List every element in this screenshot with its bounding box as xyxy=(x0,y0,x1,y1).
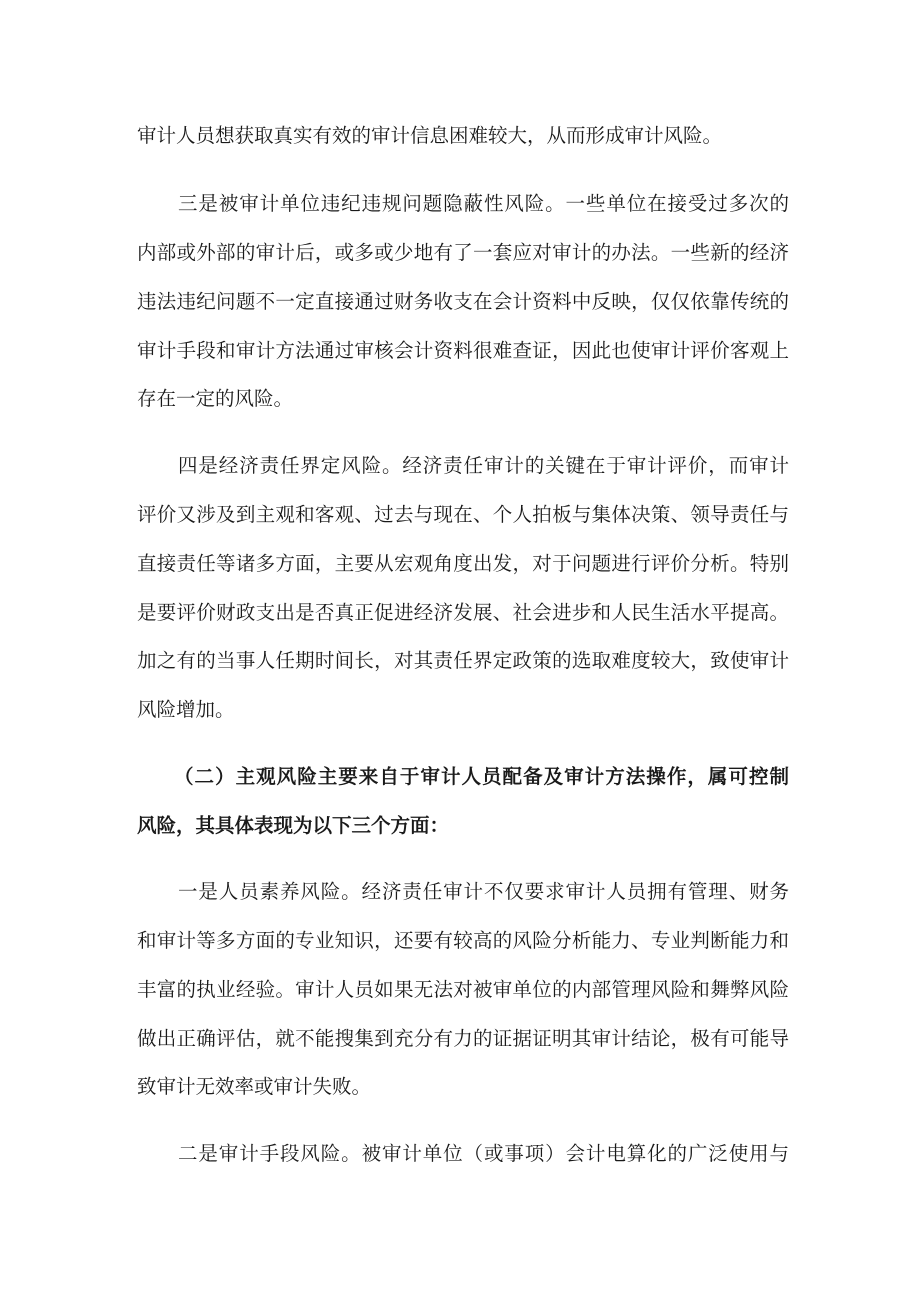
section-heading-line: （二）主观风险主要来自于审计人员配备及审计方法操作，属可控制 xyxy=(174,765,789,788)
paragraph-line: 二是审计手段风险。被审计单位（或事项）会计电算化的广泛使用与 xyxy=(178,1142,789,1165)
paragraph-line: 内部或外部的审计后，或多或少地有了一套应对审计的办法。一些新的经济 xyxy=(137,241,789,264)
paragraph-line: 是要评价财政支出是否真正促进经济发展、社会进步和人民生活水平提高。 xyxy=(137,601,789,624)
paragraph-line: 和审计等多方面的专业知识，还要有较高的风险分析能力、专业判断能力和 xyxy=(137,929,789,952)
paragraph-line: 审计人员想获取真实有效的审计信息困难较大，从而形成审计风险。 xyxy=(137,124,723,147)
paragraph-line: 违法违纪问题不一定直接通过财务收支在会计资料中反映，仅仅依靠传统的 xyxy=(137,290,789,313)
paragraph-line: 丰富的执业经验。审计人员如果无法对被审单位的内部管理风险和舞弊风险 xyxy=(137,978,789,1001)
paragraph-line: 做出正确评估，就不能搜集到充分有力的证据证明其审计结论，极有可能导 xyxy=(137,1027,789,1050)
paragraph-line: 四是经济责任界定风险。经济责任审计的关键在于审计评价，而审计 xyxy=(178,454,789,477)
paragraph-line: 直接责任等诸多方面，主要从宏观角度出发，对于问题进行评价分析。特别 xyxy=(137,552,789,575)
section-heading-line: 风险，其具体表现为以下三个方面： xyxy=(137,814,450,837)
paragraph-line: 风险增加。 xyxy=(137,698,235,721)
paragraph-line: 审计手段和审计方法通过审核会计资料很难查证，因此也使审计评价客观上 xyxy=(137,339,789,362)
paragraph-line: 加之有的当事人任期时间长，对其责任界定政策的选取难度较大，致使审计 xyxy=(137,649,789,672)
paragraph-line: 三是被审计单位违纪违规问题隐蔽性风险。一些单位在接受过多次的 xyxy=(178,192,789,215)
paragraph-line: 评价又涉及到主观和客观、过去与现在、个人拍板与集体决策、领导责任与 xyxy=(137,503,789,526)
paragraph-line: 存在一定的风险。 xyxy=(137,387,294,410)
paragraph-line: 一是人员素养风险。经济责任审计不仅要求审计人员拥有管理、财务 xyxy=(178,880,789,903)
paragraph-line: 致审计无效率或审计失败。 xyxy=(137,1075,372,1098)
